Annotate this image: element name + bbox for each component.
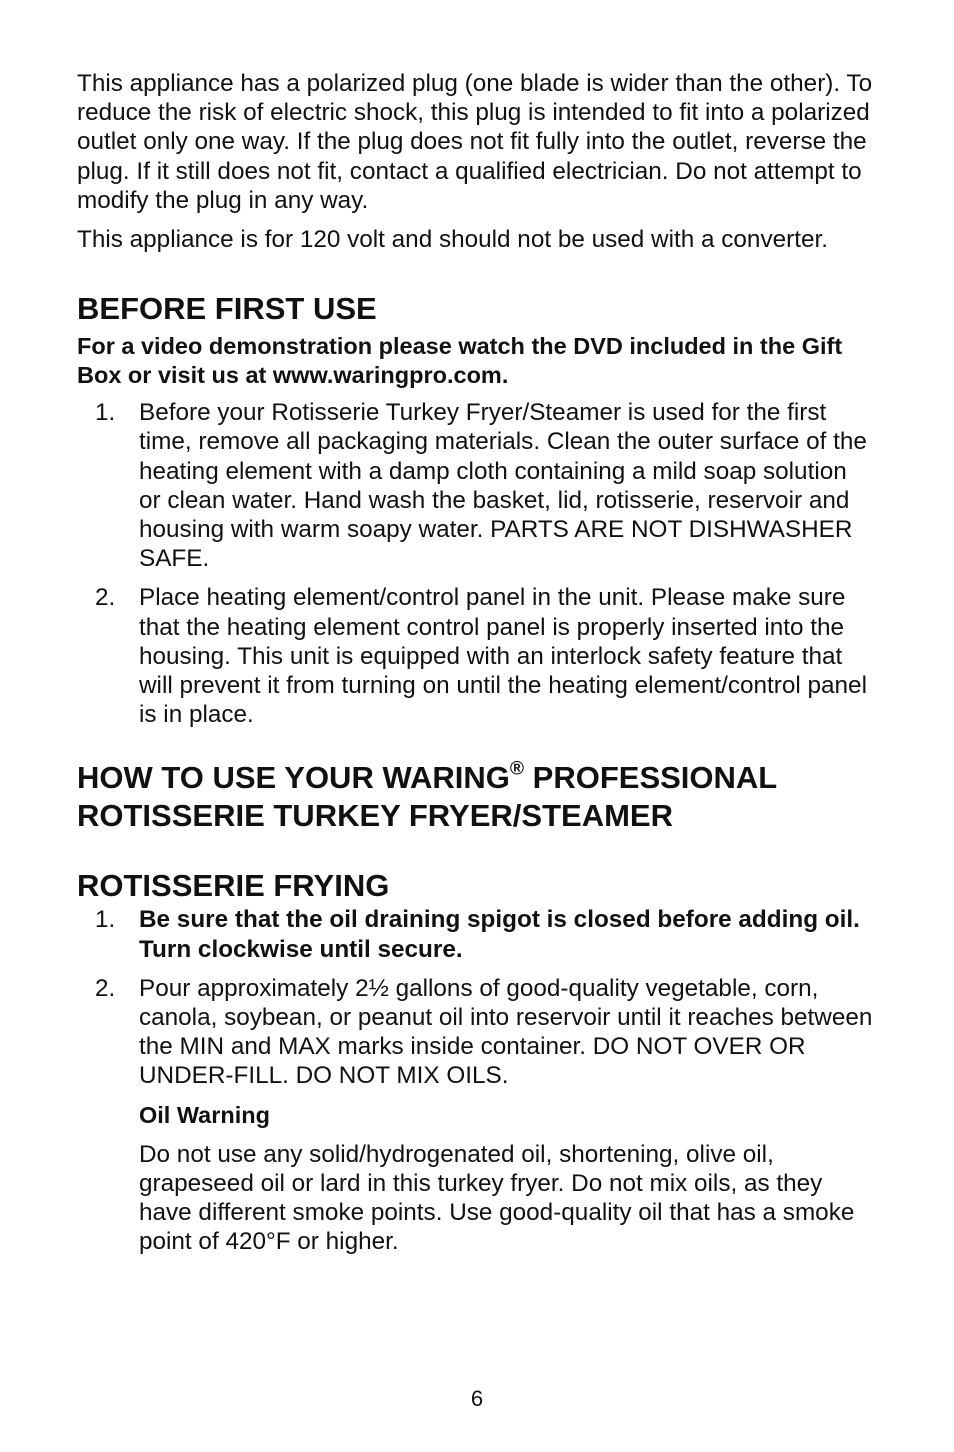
video-demonstration-note: For a video demonstration please watch the DVD included in the Gift Box or visit us at www.waringpro.com. [77, 333, 843, 389]
step-text: Place heating element/control panel in the unit. Please make sure that the heating element control panel is properly inserted into the housing. This unit is equipped with an interlock safety feature that will prevent it from turning on until the heating element/control panel is in place. [139, 584, 867, 729]
before-first-use-steps [77, 398, 874, 729]
polarized-plug-paragraph: This appliance has a polarized plug (one blade is wider than the other). To reduce the risk of electric shock, this plug is intended to fit into a polarized outlet only one way. If the plug does not fit fully into the outlet, reverse the plug. If it still does not fit, contact a qualified electrician. Do not attempt to modify the plug in any way. [77, 70, 873, 214]
step-number: 2. [95, 584, 116, 612]
step-number: 2. [95, 974, 116, 1002]
how-to-use-heading-part2: PROFESSIONAL ROTISSERIE TURKEY FRYER/STEAMER [77, 760, 777, 834]
oil-warning-block [139, 1101, 874, 1257]
how-to-use-heading [77, 759, 874, 835]
step-text: Pour approximately 2½ gallons of good-quality vegetable, corn, canola, soybean, or peanut oil into reservoir until it reaches between the MIN and MAX marks inside container. DO NOT OVER OR UNDER-FILL. DO NOT MIX OILS. [139, 974, 873, 1090]
list-item [77, 583, 874, 729]
oil-warning-title: Oil Warning [139, 1101, 270, 1128]
list-item [77, 398, 874, 573]
voltage-paragraph: This appliance is for 120 volt and should not be used with a converter. [77, 226, 828, 254]
rotisserie-frying-heading: ROTISSERIE FRYING [77, 868, 390, 904]
step-number: 1. [95, 399, 116, 427]
step-text: Be sure that the oil draining spigot is closed before adding oil. Turn clockwise until secure. [139, 906, 860, 963]
rotisserie-frying-steps [77, 905, 874, 1090]
step-text: Before your Rotisserie Turkey Fryer/Steamer is used for the first time, remove all packaging materials. Clean the outer surface of the heating element with a damp cloth containing a mild soap solution or clean water. Hand wash the basket, lid, rotisserie, reservoir and housing with warm soapy water. PARTS ARE NOT DISHWASHER SAFE. [139, 399, 867, 573]
oil-warning-text: Do not use any solid/hydrogenated oil, shortening, olive oil, grapeseed oil or lard in this turkey fryer. Do not mix oils, as they have different smoke points. Use good-quality oil that has a smoke point of 420°F or higher. [139, 1140, 855, 1256]
list-item [77, 905, 874, 963]
registered-trademark-mark: ® [509, 759, 525, 780]
list-item [77, 974, 874, 1091]
how-to-use-heading-part1: HOW TO USE YOUR WARING [77, 760, 510, 796]
page-number: 6 [470, 1386, 484, 1411]
step-number: 1. [95, 906, 116, 934]
before-first-use-heading: BEFORE FIRST USE [77, 291, 377, 327]
